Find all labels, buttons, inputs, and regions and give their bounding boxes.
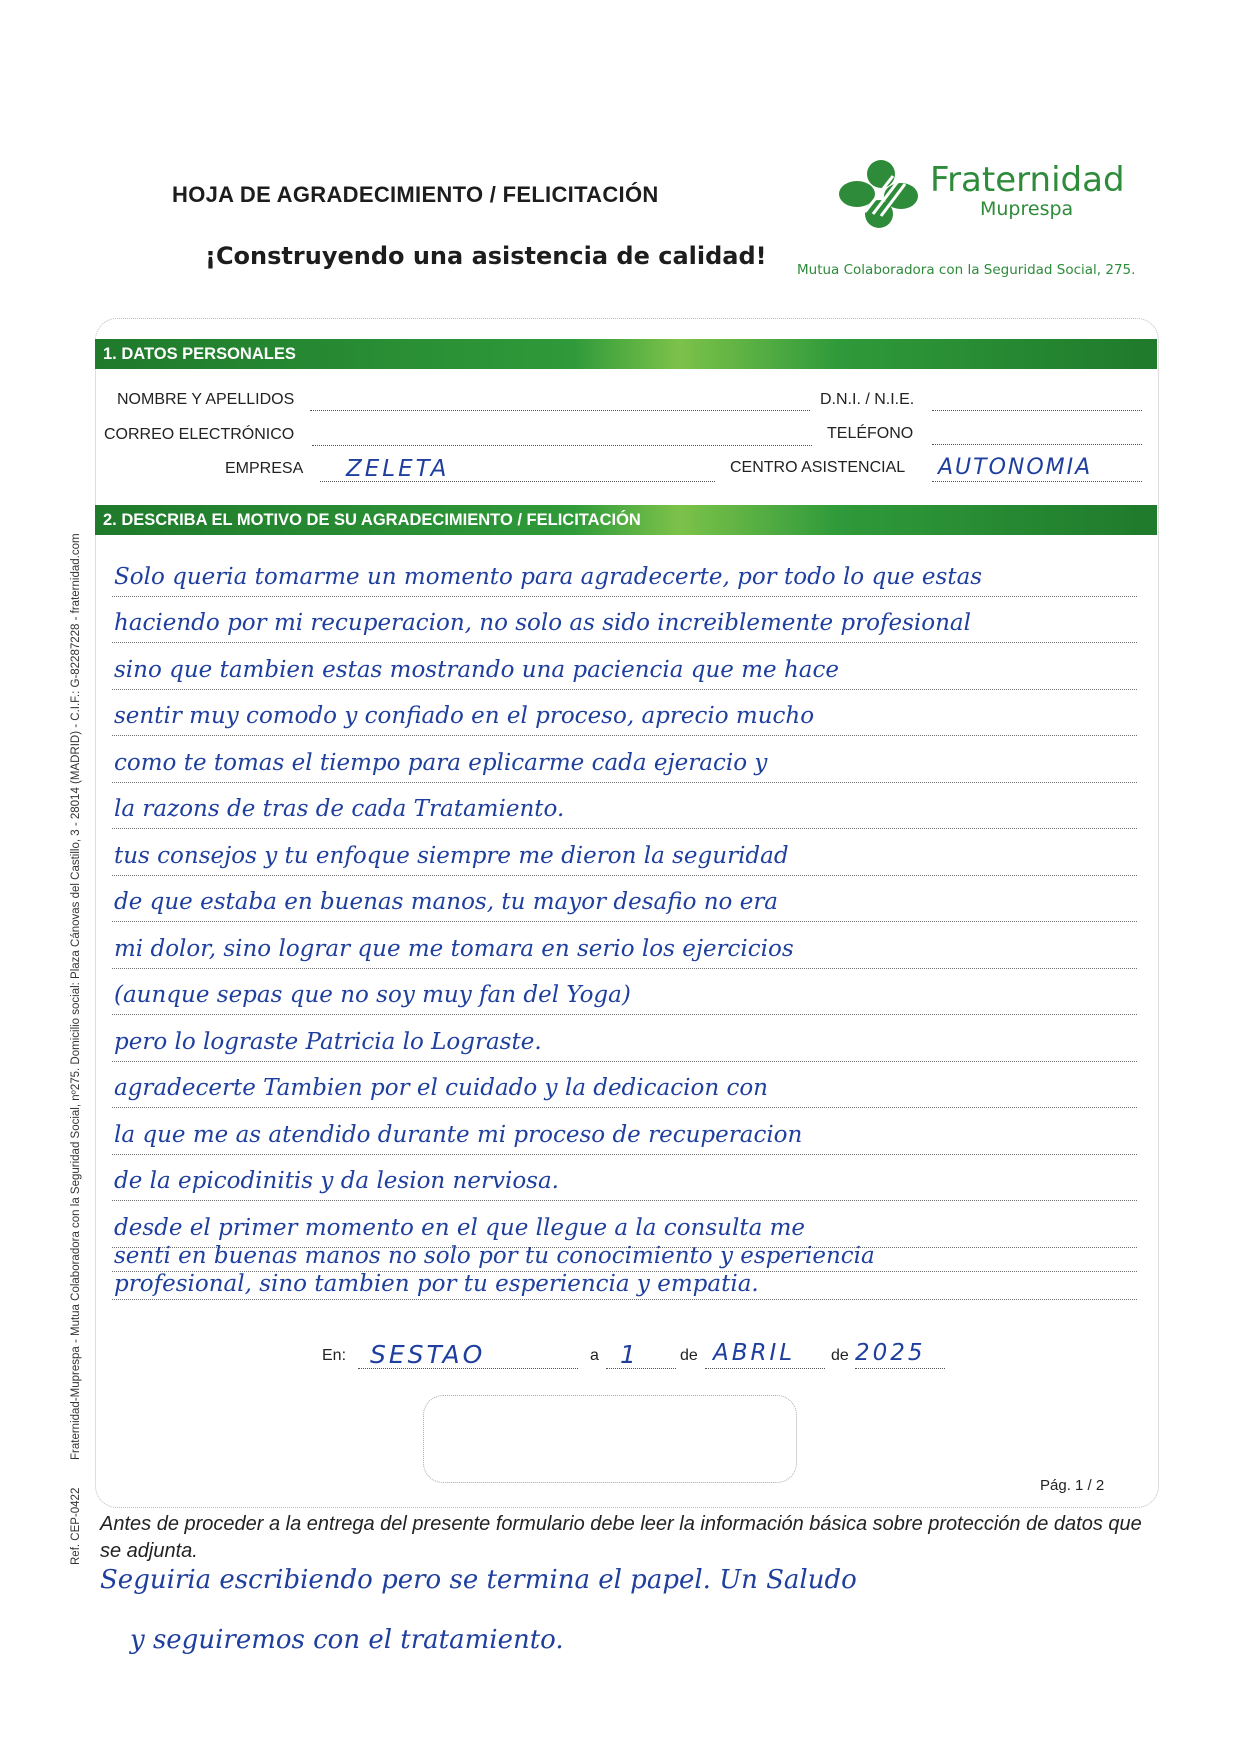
text-line [112,1015,1137,1062]
empresa-label: EMPRESA [225,460,304,477]
logo-subname: Muprespa [980,198,1074,220]
dni-label: D.N.I. / N.I.E. [820,391,915,408]
nombre-label: NOMBRE Y APELLIDOS [117,391,295,408]
en-label: En: [322,1347,347,1364]
mutua-caption: Mutua Colaboradora con la Seguridad Social, 275. [797,262,1136,278]
text-line [112,876,1137,923]
text-line [112,969,1137,1016]
handwritten-line: desde el primer momento en el que llegue a la consulta me [114,1214,806,1241]
handwritten-line: (aunque sepas que no soy muy fan del Yoga) [114,982,631,1008]
section-reason-header: 2. DESCRIBA EL MOTIVO DE SU AGRADECIMIENTO / FELICITACIÓN [95,505,1157,535]
handwritten-line: haciendo por mi recuperacion, no solo as sido increiblemente profesional [114,610,971,636]
place-value: SESTAO [370,1340,486,1369]
cep-reference: Ref. CEP-0422 [70,1487,82,1565]
section-personal-data-header: 1. DATOS PERSONALES [95,339,1157,369]
text-line [112,829,1137,876]
handwritten-line: Solo queria tomarme un momento para agradecerte, por todo lo que estas [114,563,983,590]
empresa-value: ZELETA [346,456,450,482]
month-value: ABRIL [713,1340,796,1366]
day-field[interactable] [606,1340,676,1369]
text-line [112,736,1137,783]
telefono-field[interactable] [932,426,1142,445]
handwritten-line: pero lo lograste Patricia lo Lograste. [114,1028,542,1055]
year-field[interactable] [855,1340,945,1369]
fraternidad-logo [835,158,1135,232]
data-protection-notice: Antes de proceder a la entrega del presente formulario debe leer la información básica sobre protección de datos que se adjunta. [100,1513,1142,1562]
handwritten-line: la razons de tras de cada Tratamiento. [114,796,565,822]
form-subtitle: ¡Construyendo una asistencia de calidad! [205,242,767,270]
handwritten-line: de que estaba en buenas manos, tu mayor desafio no era [114,889,779,915]
form-title: HOJA DE AGRADECIMIENTO / FELICITACIÓN [172,182,659,207]
page-number: Pág. 1 / 2 [1040,1477,1105,1494]
text-line [112,1201,1137,1248]
text-line [112,690,1137,737]
month-field[interactable] [705,1340,825,1369]
handwritten-line: la que me as atendido durante mi proceso de recuperacion [114,1121,803,1148]
text-line [112,550,1137,597]
day-value: 1 [620,1340,639,1369]
telefono-label: TELÉFONO [827,425,914,442]
after-note-line: Seguiria escribiendo pero se termina el papel. Un Saludo [100,1565,857,1595]
centro-value: AUTONOMIA [938,455,1093,480]
handwritten-line: sino que tambien estas mostrando una paciencia que me hace [114,656,839,683]
nombre-field[interactable] [310,392,810,411]
text-line [112,1155,1137,1202]
handwritten-line: sentir muy comodo y confiado en el proceso, aprecio mucho [114,703,815,729]
handwritten-line: como te tomas el tiempo para eplicarme cada ejeracio y [114,749,768,776]
handwritten-line: profesional, sino tambien por tu esperiencia y empatia. [114,1270,759,1297]
correo-field[interactable] [312,427,812,446]
text-line [112,1272,1137,1300]
empresa-field[interactable] [320,456,715,482]
year-value: 2025 [855,1340,926,1366]
handwritten-line: mi dolor, sino lograr que me tomara en serio los ejercicios [114,935,794,962]
logo-name: Fraternidad [930,160,1125,200]
text-line [112,922,1137,969]
text-line [112,643,1137,690]
place-field[interactable] [358,1340,578,1369]
a-label: a [590,1347,599,1364]
text-line [112,1242,1137,1272]
centro-label: CENTRO ASISTENCIAL [730,459,906,476]
reason-text-area[interactable] [112,550,1137,1300]
text-line [112,783,1137,830]
correo-label: CORREO ELECTRÓNICO [104,426,295,443]
clover-logo-icon [835,158,925,232]
handwritten-line: agradecerte Tambien por el cuidado y la dedicacion con [114,1075,768,1101]
text-line [112,597,1137,644]
signature-box[interactable] [423,1395,797,1483]
side-reference: Fraternidad-Muprespa - Mutua Colaboradora con la Seguridad Social, nº275. Domicilio social: Plaza Cánovas del Castillo, 3 - 28014 (MADRID) - C.I.F.: G-82287228 - fraternidad.com [70,533,82,1460]
handwritten-line: tus consejos y tu enfoque siempre me dieron la seguridad [114,842,789,869]
after-note-line: y seguiremos con el tratamiento. [130,1625,564,1655]
de2-label: de [831,1347,849,1364]
text-line [112,1108,1137,1155]
dni-field[interactable] [932,392,1142,411]
centro-field[interactable] [932,455,1142,482]
handwritten-line: de la epicodinitis y da lesion nerviosa. [114,1168,559,1194]
de-label: de [680,1347,698,1364]
handwritten-line: senti en buenas manos no solo por tu conocimiento y esperiencia [114,1242,875,1269]
text-line [112,1062,1137,1109]
